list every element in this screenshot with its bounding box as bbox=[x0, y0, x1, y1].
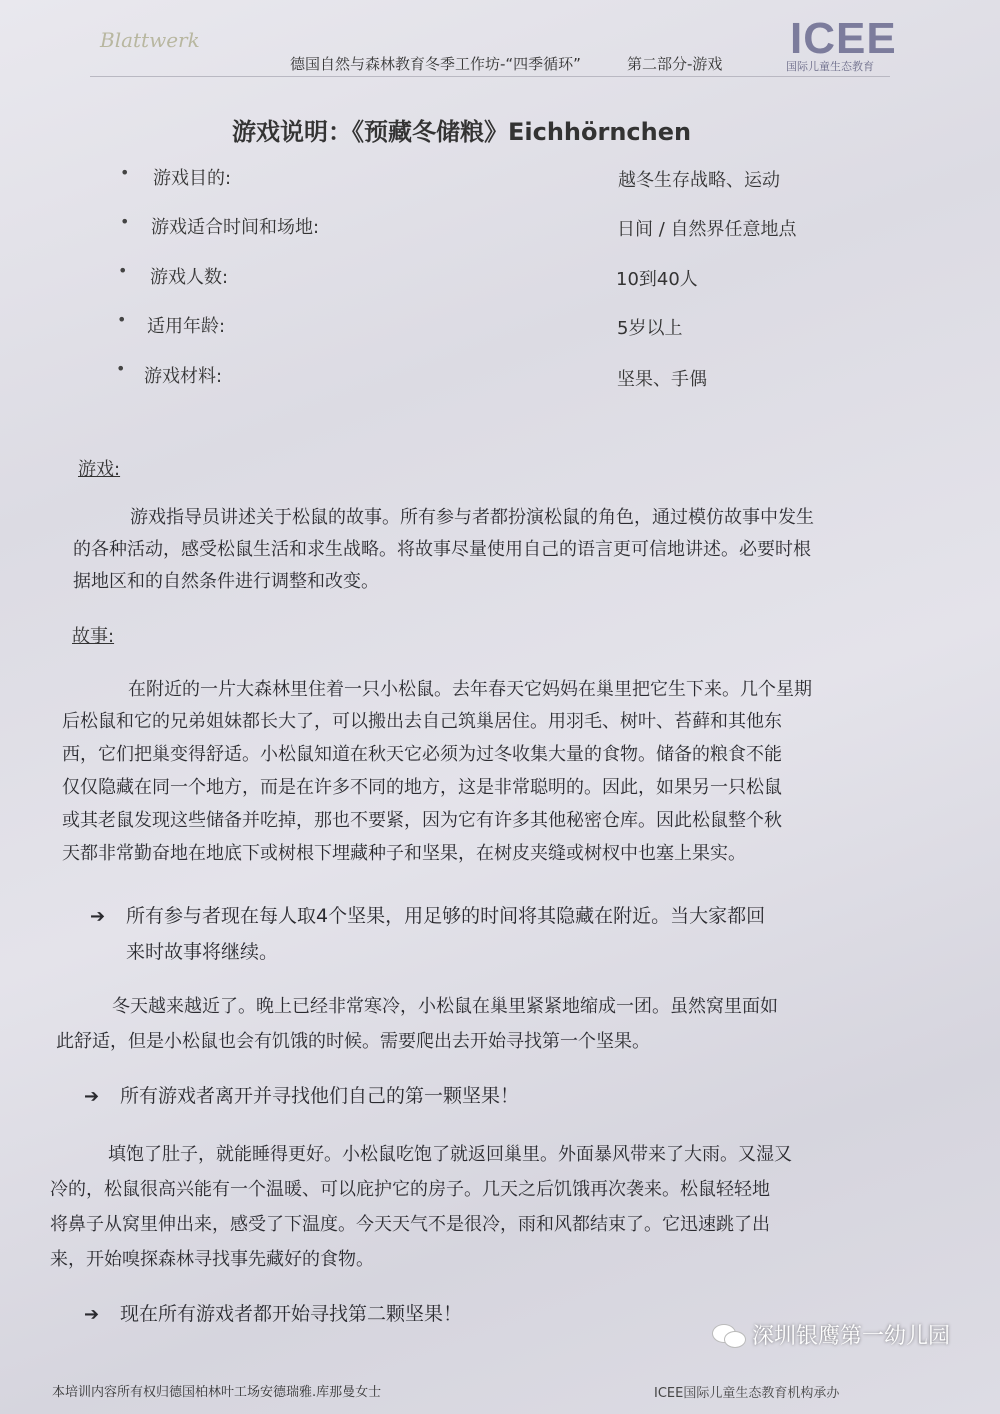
instruction-1 bbox=[90, 898, 765, 935]
story-line: 在附近的一片大森林里住着一只小松鼠。去年春天它妈妈在巢里把它生下来。几个星期 bbox=[128, 679, 812, 700]
info-label-time-place: 游戏适合时间和场地: bbox=[151, 217, 320, 238]
instruction-1-cont: 来时故事将继续。 bbox=[126, 941, 279, 963]
instruction-text: 现在所有游戏者都开始寻找第二颗坚果！ bbox=[120, 1303, 463, 1325]
info-value-materials: 坚果、手偶 bbox=[617, 369, 707, 390]
wechat-icon bbox=[712, 1322, 746, 1348]
header-divider bbox=[90, 76, 890, 77]
game-line: 游戏指导员讲述关于松鼠的故事。所有参与者都扮演松鼠的角色，通过模仿故事中发生 bbox=[130, 507, 814, 528]
instruction-text: 所有参与者现在每人取4个坚果，用足够的时间将其隐藏在附近。当大家都回 bbox=[126, 905, 766, 927]
instruction-2 bbox=[84, 1078, 519, 1115]
info-label-players: 游戏人数: bbox=[150, 267, 229, 288]
icee-logo: ICEE bbox=[790, 14, 897, 63]
section-label: 第二部分-游戏 bbox=[627, 55, 723, 73]
bullet-icon: • bbox=[116, 359, 126, 378]
story-line: 来，开始嗅探森林寻找事先藏好的食物。 bbox=[50, 1249, 374, 1270]
bullet-icon: • bbox=[120, 163, 130, 182]
info-value-age: 5岁以上 bbox=[617, 318, 683, 339]
bullet-icon: • bbox=[120, 212, 130, 231]
story-line: 将鼻子从窝里伸出来，感受了下温度。今天天气不是很冷，雨和风都结束了。它迅速跳了出 bbox=[50, 1214, 770, 1235]
info-value-time-place: 日间 / 自然界任意地点 bbox=[617, 219, 797, 240]
story-heading: 故事: bbox=[72, 626, 115, 647]
story-line: 天都非常勤奋地在地底下或树根下埋藏种子和坚果，在树皮夹缝或树杈中也塞上果实。 bbox=[62, 843, 746, 864]
story-line: 仅仅隐藏在同一个地方，而是在许多不同的地方，这是非常聪明的。因此，如果另一只松鼠 bbox=[62, 777, 782, 798]
page-title: 游戏说明：《预藏冬储粮》Eichhörnchen bbox=[232, 118, 692, 146]
story-line: 冷的，松鼠很高兴能有一个温暖、可以庇护它的房子。几天之后饥饿再次袭来。松鼠轻轻地 bbox=[50, 1179, 770, 1200]
instruction-3 bbox=[84, 1296, 462, 1333]
icee-logo-subtitle: 国际儿童生态教育 bbox=[786, 60, 874, 73]
workshop-title: 德国自然与森林教育冬季工作坊-“四季循环” bbox=[290, 55, 581, 73]
info-label-materials: 游戏材料: bbox=[144, 366, 223, 387]
wechat-watermark bbox=[712, 1319, 950, 1350]
watermark-text: 深圳银鹰第一幼儿园 bbox=[752, 1324, 951, 1349]
arrow-right-icon: ➔ bbox=[90, 906, 106, 927]
instruction-text: 所有游戏者离开并寻找他们自己的第一颗坚果！ bbox=[120, 1085, 520, 1107]
game-line: 据地区和的自然条件进行调整和改变。 bbox=[73, 571, 379, 592]
story-line: 或其老鼠发现这些储备并吃掉，那也不要紧，因为它有许多其他秘密仓库。因此松鼠整个秋 bbox=[62, 810, 782, 831]
story-line: 后松鼠和它的兄弟姐妹都长大了，可以搬出去自己筑巢居住。用羽毛、树叶、苔藓和其他东 bbox=[62, 711, 782, 732]
game-heading: 游戏: bbox=[78, 459, 121, 480]
bullet-icon: • bbox=[117, 310, 127, 329]
story-line: 西，它们把巢变得舒适。小松鼠知道在秋天它必须为过冬收集大量的食物。储备的粮食不能 bbox=[62, 744, 782, 765]
footer-organizer: ICEE国际儿童生态教育机构承办 bbox=[654, 1386, 840, 1401]
arrow-right-icon: ➔ bbox=[84, 1086, 100, 1107]
arrow-right-icon: ➔ bbox=[84, 1304, 100, 1325]
info-value-players: 10到40人 bbox=[616, 269, 698, 290]
info-label-age: 适用年龄: bbox=[147, 316, 226, 337]
info-label-purpose: 游戏目的: bbox=[153, 168, 232, 189]
story-line: 填饱了肚子，就能睡得更好。小松鼠吃饱了就返回巢里。外面暴风带来了大雨。又湿又 bbox=[108, 1144, 792, 1165]
blattwerk-logo: Blattwerk bbox=[100, 28, 200, 52]
story-line: 此舒适，但是小松鼠也会有饥饿的时候。需要爬出去开始寻找第一个坚果。 bbox=[56, 1031, 650, 1052]
info-value-purpose: 越冬生存战略、运动 bbox=[618, 170, 780, 191]
bullet-icon: • bbox=[118, 261, 128, 280]
game-line: 的各种活动，感受松鼠生活和求生战略。将故事尽量使用自己的语言更可信地讲述。必要时根 bbox=[73, 539, 811, 560]
footer-copyright: 本培训内容所有权归德国柏林叶工场安德瑞雅.库那曼女士 bbox=[52, 1385, 382, 1400]
story-line: 冬天越来越近了。晚上已经非常寒冷，小松鼠在巢里紧紧地缩成一团。虽然窝里面如 bbox=[112, 996, 778, 1017]
